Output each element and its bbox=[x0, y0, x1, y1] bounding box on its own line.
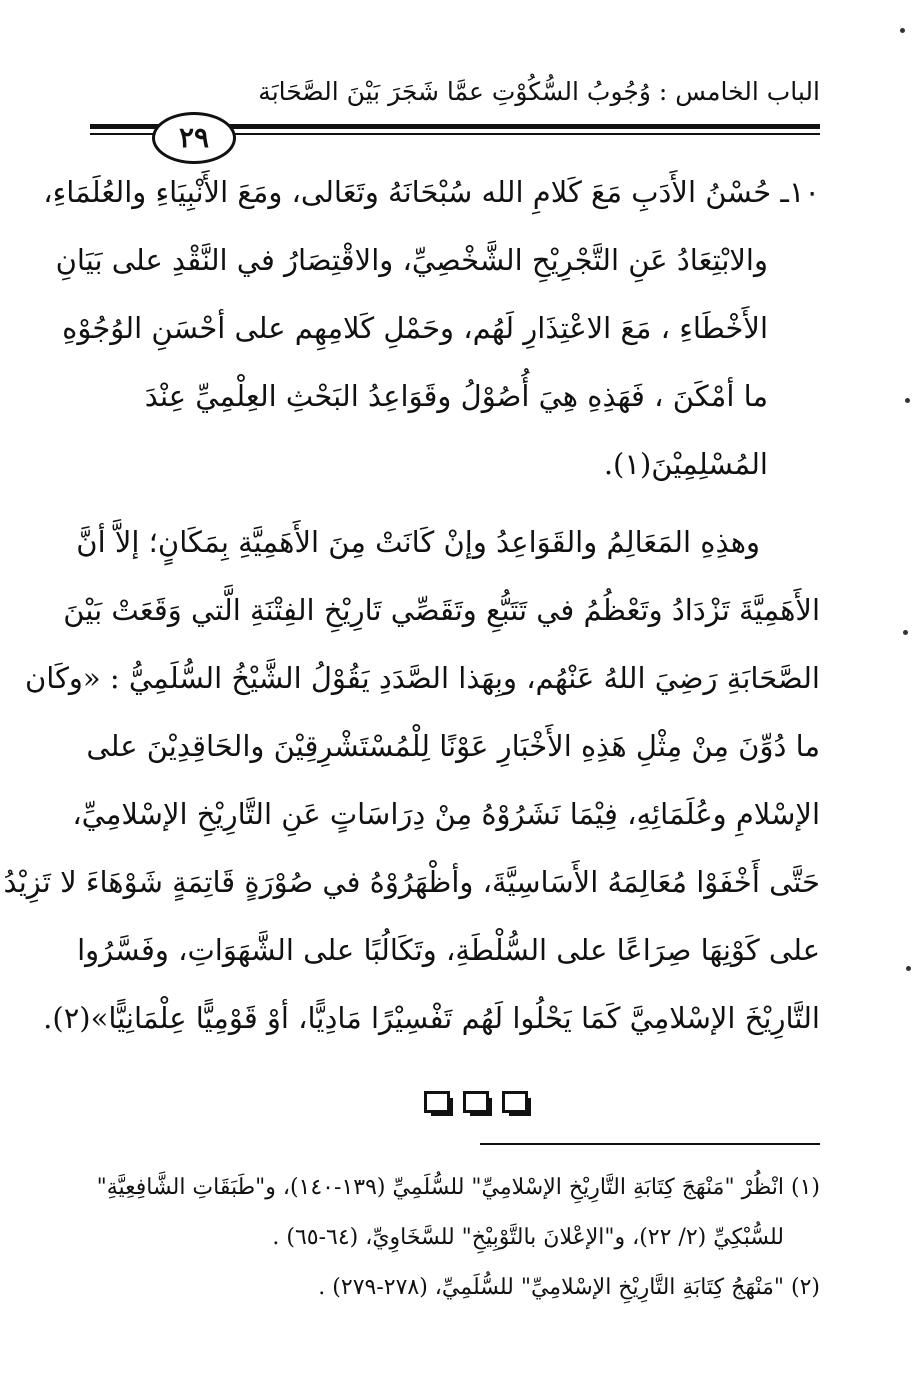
footnote-1-line-2: للسُّبْكِيِّ (٢/ ٢٢)، و"الإعْلانَ بالتَّوْبِيْخِ" للسَّخَاوِيِّ، (٦٤-٦٥) . bbox=[272, 1225, 784, 1250]
scan-speck bbox=[900, 28, 905, 33]
list-item-10 bbox=[43, 158, 820, 498]
item10-line-5: المُسْلِمِيْنَ(١). bbox=[603, 447, 768, 481]
para2-line-7: على كَوْنِهَا صِرَاعًا على السُّلْطَةِ، وتَكَالُبًا على الشَّهَوَاتِ، وفَسَّرُوا bbox=[77, 933, 820, 967]
item10-line-2: والابْتِعَادُ عَنِ التَّجْرِيْحِ الشَّخْصِيِّ، والاقْتِصَارُ في النَّقْدِ على بَيَانِ bbox=[55, 243, 768, 277]
para2-line-2: الأَهَمِيَّةَ تَزْدَادُ وتَعْظُمُ في تَتَبُّعِ وتَقَصِّي تَارِيْخِ الفِتْنَةِ الَّتي وَقَعَتْ بَيْنَ bbox=[63, 593, 820, 627]
page-number: ٢٩ bbox=[152, 112, 236, 164]
paragraph-2 bbox=[3, 508, 820, 1052]
para2-line-4: ما دُوِّنَ مِنْ مِثْلِ هَذِهِ الأَخْبَارِ عَوْنًا لِلْمُسْتَشْرِقِيْنَ والحَاقِدِيْنَ على bbox=[86, 729, 820, 763]
para2-line-6: حَتَّى أَخْفَوْا مُعَالِمَهُ الأَسَاسِيَّةَ، وأظْهَرُوْهُ في صُوْرَةٍ قَاتِمَةٍ شَوْهَاءَ لا تَزِيْدُ bbox=[3, 865, 820, 899]
footnote-divider bbox=[480, 1143, 820, 1145]
para2-line-3: الصَّحَابَةِ رَضِيَ اللهُ عَنْهُم، وبِهَذا الصَّدَدِ يَقُوْلُ الشَّيْخُ السُّلَمِيُّ : «وكَان bbox=[24, 661, 820, 695]
item10-line-1: ١٠ـ حُسْنُ الأَدَبِ مَعَ كَلامِ الله سُبْحَانَهُ وتَعَالى، ومَعَ الأَنْبِيَاءِ والعُلَمَاءِ، bbox=[43, 175, 820, 209]
square-ornament-icon bbox=[502, 1091, 528, 1113]
item10-line-4: ما أمْكَنَ ، فَهَذِهِ هِيَ أُصُوْلُ وقَوَاعِدُ البَحْثِ العِلْمِيِّ عِنْدَ bbox=[144, 379, 768, 413]
para2-line-1: وهذِهِ المَعَالِمُ والقَوَاعِدُ وإنْ كَانَتْ مِنَ الأَهَمِيَّةِ بِمَكَانٍ؛ إلاَّ أنَّ bbox=[76, 525, 760, 559]
scan-speck bbox=[903, 630, 908, 635]
square-ornament-icon bbox=[424, 1091, 450, 1113]
running-header: الباب الخامس : وُجُوبُ السُّكُوْتِ عمَّا شَجَرَ بَيْنَ الصَّحَابَة bbox=[258, 77, 820, 106]
para2-line-5: الإسْلامِ وعُلَمَائِهِ، فِيْمَا نَشَرُوْهُ مِنْ دِرَاسَاتٍ عَنِ التَّارِيْخِ الإسْلامِيِّ، bbox=[72, 797, 820, 831]
scan-speck bbox=[906, 966, 911, 971]
footnote-1-line-1: (١) انْظُرْ "مَنْهَجَ كِتَابَةِ التَّارِيْخِ الإسْلامِيِّ" للسُّلَمِيِّ (١٣٩-١٤٠)، و"طَبَقَاتِ الشَّافِعِيَّةِ" bbox=[96, 1175, 820, 1200]
footnotes bbox=[95, 1163, 820, 1313]
scan-speck bbox=[905, 398, 910, 403]
footnote-2-line-1: (٢) "مَنْهَجُ كِتَابَةِ التَّارِيْخِ الإسْلامِيِّ" للسُّلَمِيِّ، (٢٧٨-٢٧٩) . bbox=[318, 1275, 820, 1300]
square-ornament-icon bbox=[463, 1091, 489, 1113]
item10-line-3: الأَخْطَاءِ ، مَعَ الاعْتِذَارِ لَهُم، وحَمْلِ كَلامِهِم على أحْسَنِ الوُجُوْهِ bbox=[62, 311, 768, 345]
para2-line-8: التَّارِيْخَ الإسْلامِيَّ كَمَا يَحْلُوا لَهُم تَفْسِيْرًا مَادِيًّا، أوْ قَوْمِيًّا عِلْمَانِيًّا»(٢). bbox=[43, 1001, 820, 1035]
section-separator-ornament bbox=[424, 1087, 528, 1117]
